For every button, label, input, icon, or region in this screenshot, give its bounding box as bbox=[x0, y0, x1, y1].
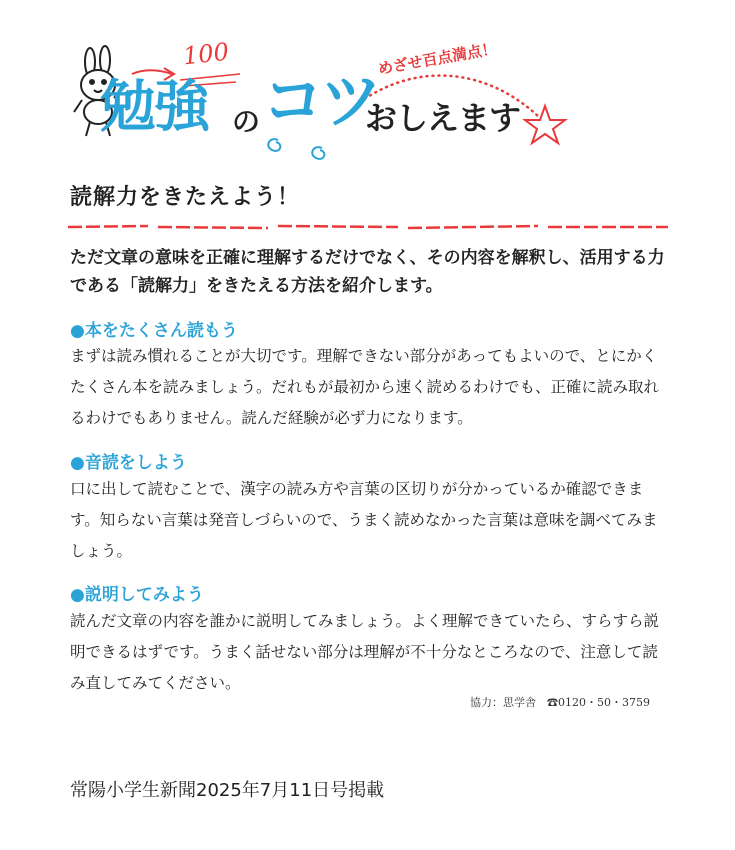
tip-heading-read-aloud: ●音読をしよう bbox=[70, 453, 187, 473]
main-title-sub: おしえます bbox=[365, 99, 521, 137]
main-title-particle: の bbox=[232, 105, 261, 138]
score-doodle: 100 bbox=[181, 37, 231, 71]
intro-paragraph: ただ文章の意味を正確に理解するだけでなく、その内容を解釈し、活用する力である「読解力」をきたえる方法を紹介します。 bbox=[70, 248, 665, 296]
tip-body-read-many: まずは読み慣れることが大切です。理解できない部分があってもよいので、とにかくたくさん本を読みましょう。だれもが最初から速く読めるわけでも、正確に読み取れるわけでもありません。読んだ経験が必ず力になります。 bbox=[70, 347, 660, 427]
divider bbox=[68, 223, 668, 231]
publication-footer: 常陽小学生新聞2025年7月11日号掲載 bbox=[70, 780, 385, 801]
swirl-icon bbox=[268, 139, 324, 159]
tip-heading-read-many: ●本をたくさん読もう bbox=[70, 321, 238, 341]
credit: 協力：思学舎 ☎0120・50・3759 bbox=[470, 696, 650, 709]
tip-body-explain: 読んだ文章の内容を誰かに説明してみましょう。よく理解できていたら、すらすら説明できるはずです。うまく話せない部分は理解が不十分なところなので、注意して読み直してみてください。 bbox=[70, 612, 660, 692]
tagline: めざせ百点満点！ bbox=[376, 39, 499, 79]
main-title-part1: 勉強 bbox=[100, 75, 208, 140]
main-title-part2: コツ bbox=[262, 64, 379, 137]
tip-body-read-aloud: 口に出して読むことで、漢字の読み方や言葉の区切りが分かっているか確認できます。知らない言葉は発音しづらいので、うまく読めなかった言葉は意味を調べてみましょう。 bbox=[70, 480, 658, 560]
tip-heading-explain: ●説明してみよう bbox=[70, 585, 204, 605]
section-heading: 読解力をきたえよう！ bbox=[70, 185, 301, 210]
